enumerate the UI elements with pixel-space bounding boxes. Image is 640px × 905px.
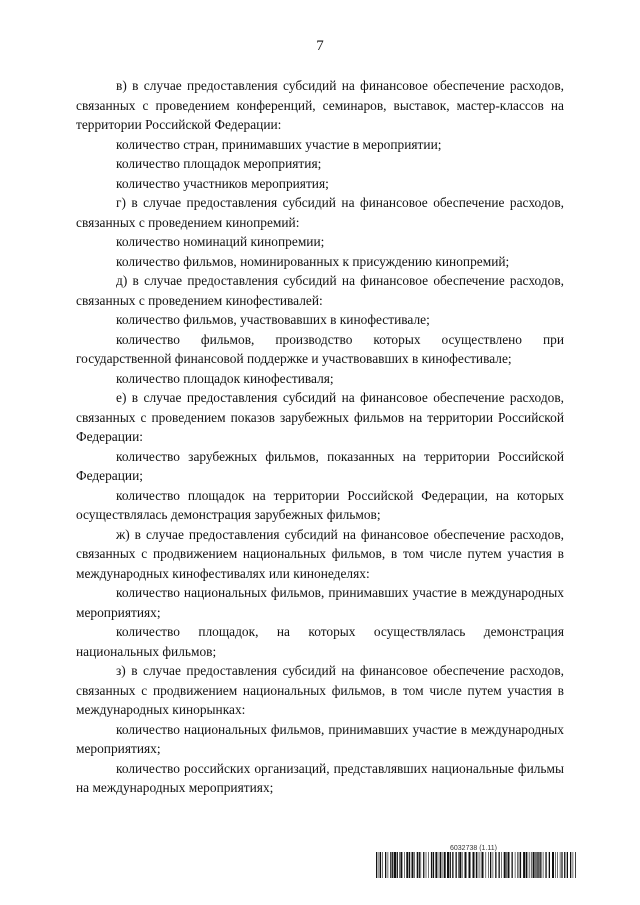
paragraph-participants: количество участников мероприятия;	[116, 175, 329, 191]
barcode-bar	[388, 852, 389, 878]
barcode-bar	[462, 852, 463, 878]
paragraph-z-intro: з) в случае предоставления субсидий на финансовое обеспечение расходов, связанных с продвижением национальных фильмов, в том числе путем участия в международных кинорынках:	[76, 663, 564, 717]
barcode-bar	[490, 852, 491, 878]
barcode-bar	[526, 852, 527, 878]
barcode	[376, 852, 576, 878]
paragraph-g-intro: г) в случае предоставления субсидий на финансовое обеспечение расходов, связанных с проведением кинопремий:	[76, 195, 564, 230]
barcode-bar	[480, 852, 481, 878]
document-code: 6032738 (1.11)	[450, 845, 497, 852]
barcode-bar	[538, 852, 539, 878]
barcode-bar	[570, 852, 571, 878]
barcode-bar	[399, 852, 400, 878]
barcode-bar	[501, 852, 502, 878]
barcode-bar	[533, 852, 535, 878]
barcode-bar	[380, 852, 381, 878]
barcode-bar	[447, 852, 449, 878]
barcode-bar	[523, 852, 525, 878]
barcode-bar	[555, 852, 556, 878]
barcode-bar	[530, 852, 531, 878]
barcode-bar	[450, 852, 451, 878]
barcode-bar	[499, 852, 500, 878]
barcode-bar	[536, 852, 537, 878]
paragraph-countries: количество стран, принимавших участие в мероприятии;	[116, 136, 442, 152]
barcode-bar	[515, 852, 516, 878]
barcode-bar	[444, 852, 446, 878]
paragraph-d-intro: д) в случае предоставления субсидий на финансовое обеспечение расходов, связанных с проведением кинофестивалей:	[76, 273, 564, 308]
barcode-bar	[508, 852, 510, 878]
barcode-bar	[564, 852, 565, 878]
barcode-bar	[385, 852, 386, 878]
paragraph-russian-organizations: количество российских организаций, представлявших национальные фильмы на международных мероприятиях;	[76, 760, 564, 795]
barcode-bar	[478, 852, 479, 878]
barcode-bar	[535, 852, 536, 878]
barcode-bar	[528, 852, 529, 878]
barcode-bar	[482, 852, 484, 878]
barcode-bar	[439, 852, 440, 878]
barcode-bar	[397, 852, 398, 878]
paragraph-national-films-festivals: количество национальных фильмов, принимавших участие в международных мероприятиях;	[76, 585, 564, 620]
barcode-bar	[561, 852, 562, 878]
paragraph-v-intro: в) в случае предоставления субсидий на финансовое обеспечение расходов, связанных с проведением конференций, семинаров, выставок, мастер-классов на территории Российской Федерации:	[76, 78, 564, 132]
barcode-bar	[376, 852, 377, 878]
barcode-bar	[567, 852, 568, 878]
barcode-bar	[379, 852, 380, 878]
barcode-bar	[394, 852, 396, 878]
barcode-bar	[517, 852, 518, 878]
paragraph-nominated-films: количество фильмов, номинированных к присуждению кинопремий;	[116, 253, 510, 269]
barcode-bar	[549, 852, 550, 878]
paragraph-festival-venues: количество площадок кинофестиваля;	[116, 370, 334, 386]
barcode-bar	[459, 852, 461, 878]
barcode-bar	[409, 852, 410, 878]
document-body	[76, 76, 564, 798]
barcode-bar	[552, 852, 554, 878]
paragraph-nominations: количество номинаций кинопремии;	[116, 234, 325, 249]
barcode-bar	[573, 852, 574, 878]
barcode-bar	[504, 852, 506, 878]
barcode-bar	[392, 852, 393, 878]
barcode-bar	[428, 852, 429, 878]
barcode-bar	[531, 852, 532, 878]
paragraph-foreign-venues: количество площадок на территории Российской Федерации, на которых осуществлялась демонстрация зарубежных фильмов;	[76, 487, 564, 522]
barcode-bar	[435, 852, 437, 878]
barcode-bar	[520, 852, 521, 878]
barcode-bar	[575, 852, 576, 878]
barcode-bar	[458, 852, 459, 878]
barcode-bar	[423, 852, 424, 878]
barcode-bar	[506, 852, 507, 878]
paragraph-foreign-films: количество зарубежных фильмов, показанных на территории Российской Федерации;	[76, 448, 564, 483]
barcode-bar	[456, 852, 457, 878]
barcode-bar	[417, 852, 418, 878]
page-number: 7	[316, 38, 324, 54]
barcode-bar	[414, 852, 415, 878]
barcode-bar	[442, 852, 443, 878]
barcode-bar	[493, 852, 494, 878]
barcode-bar	[382, 852, 383, 878]
paragraph-national-venues: количество площадок, на которых осуществлялась демонстрация национальных фильмов;	[76, 624, 564, 659]
paragraph-event-venues: количество площадок мероприятия;	[116, 156, 322, 171]
barcode-bar	[465, 852, 467, 878]
barcode-bar	[440, 852, 441, 878]
barcode-bar	[426, 852, 427, 878]
paragraph-zh-intro: ж) в случае предоставления субсидий на финансовое обеспечение расходов, связанных с продвижением национальных фильмов, в том числе путем участия в международных кинофестивалях или кинонеделях:	[76, 526, 564, 581]
barcode-bar	[562, 852, 563, 878]
barcode-bar	[406, 852, 408, 878]
barcode-bar	[512, 852, 513, 878]
paragraph-supported-films: количество фильмов, производство которых осуществлено при государственной финансовой поддержке и участвовавших в кинофестивале;	[76, 331, 564, 366]
barcode-bar	[412, 852, 414, 878]
barcode-bar	[419, 852, 420, 878]
barcode-bar	[543, 852, 544, 878]
barcode-bar	[452, 852, 453, 878]
barcode-bar	[476, 852, 477, 878]
barcode-bar	[469, 852, 471, 878]
barcode-bar	[400, 852, 402, 878]
barcode-bar	[404, 852, 405, 878]
barcode-bar	[431, 852, 432, 878]
paragraph-national-films-markets: количество национальных фильмов, принимавших участие в международных мероприятиях;	[76, 721, 564, 756]
barcode-bar	[557, 852, 558, 878]
paragraph-festival-films: количество фильмов, участвовавших в кинофестивале;	[116, 312, 430, 327]
paragraph-e-intro: е) в случае предоставления субсидий на финансовое обеспечение расходов, связанных с проведением показов зарубежных фильмов на территории Российской Федерации:	[76, 390, 564, 444]
barcode-bar	[519, 852, 520, 878]
barcode-bar	[488, 852, 489, 878]
barcode-bar	[433, 852, 434, 878]
barcode-bar	[486, 852, 487, 878]
barcode-bar	[495, 852, 496, 878]
barcode-bar	[540, 852, 541, 878]
barcode-bar	[560, 852, 561, 878]
barcode-bar	[390, 852, 391, 878]
barcode-bar	[473, 852, 475, 878]
barcode-bar	[545, 852, 546, 878]
barcode-bar	[421, 852, 422, 878]
